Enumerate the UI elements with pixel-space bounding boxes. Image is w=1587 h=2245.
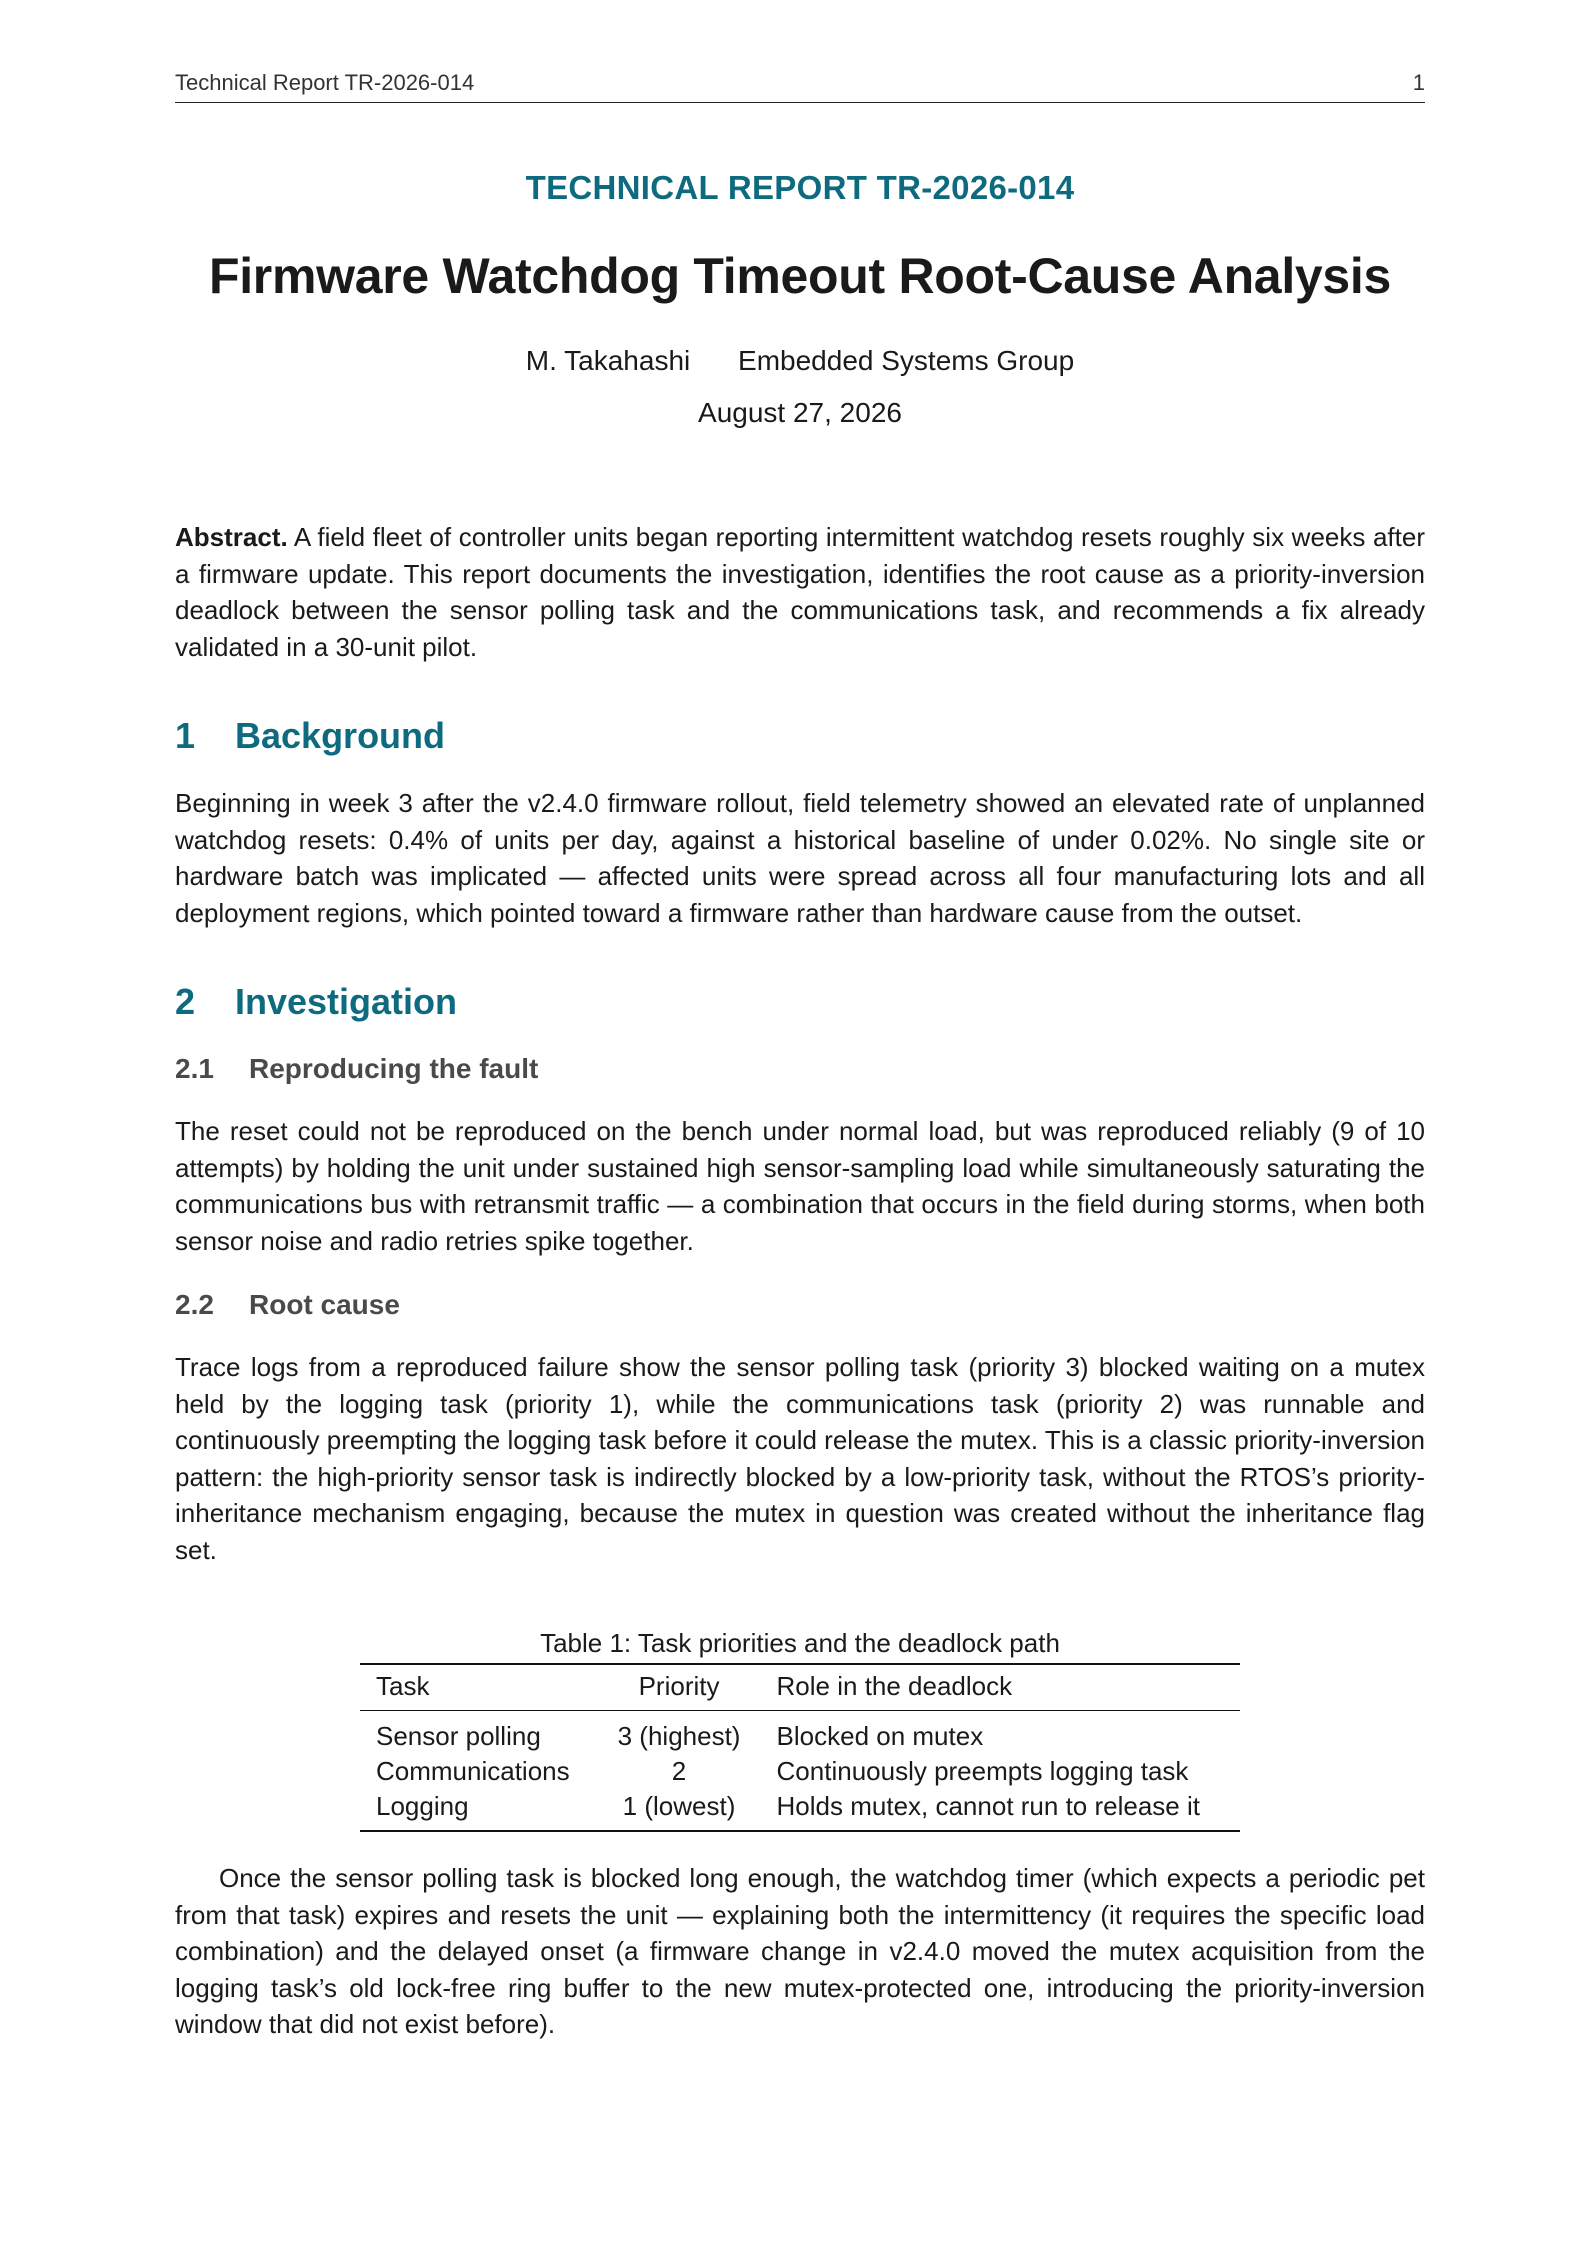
table-row (360, 1711, 1240, 1755)
table-row (360, 1789, 1240, 1831)
subsection-heading-reproducing (175, 1053, 1425, 1085)
background-paragraph: Beginning in week 3 after the v2.4.0 firmware rollout, field telemetry showed an elevated rate of unplanned watchdog resets: 0.4% of units per day, against a historical baseline of under 0.02%. No single site or hardware batch was implicated — affected units were spread across all four manufacturing lots and all deployment regions, which pointed toward a firmware rather than hardware cause from the outset. (175, 788, 1425, 928)
table-row (360, 1754, 1240, 1789)
section-title: Investigation (235, 981, 458, 1022)
author-affiliation: Embedded Systems Group (738, 345, 1075, 376)
task-priority-table (360, 1628, 1240, 1832)
section-number: 2 (175, 981, 196, 1022)
root-cause-paragraph: Trace logs from a reproduced failure show the sensor polling task (priority 3) blocked waiting on a mutex held by the logging task (priority 1), while the communications task (priority 2) was runnable and continuously preempting the logging task before it could release the mutex. This is a classic priority-inversion pattern: the high-priority sensor task is indirectly blocked by a low-priority task, without the RTOS’s priority-inheritance mechanism engaging, because the mutex in question was created without the inheritance flag set. (175, 1352, 1425, 1565)
section-title: Background (235, 715, 446, 756)
table-cell: Sensor polling (376, 1721, 541, 1751)
report-label: TECHNICAL REPORT TR-2026-014 (525, 169, 1075, 206)
page-title: Firmware Watchdog Timeout Root-Cause Analysis (208, 248, 1392, 304)
table-cell: Continuously preempts logging task (776, 1756, 1189, 1786)
running-head-title: Technical Report TR-2026-014 (175, 70, 475, 95)
section-number: 1 (175, 715, 196, 756)
author-line (175, 345, 1425, 377)
subsection-heading-root-cause (175, 1289, 1425, 1321)
table-header-cell: Task (376, 1671, 430, 1701)
author-name: M. Takahashi (525, 345, 691, 376)
report-date: August 27, 2026 (698, 397, 902, 428)
subsection-number: 2.2 (175, 1289, 214, 1320)
table (360, 1663, 1240, 1832)
table-header-cell: Priority (638, 1671, 720, 1701)
abstract-text: A field fleet of controller units began reporting intermittent watchdog resets roughly six weeks after a firmware update. This report documents the investigation, identifies the root cause as a priority-inversion deadlock between the sensor polling task and the communications task, and recommends a fix already validated in a 30-unit pilot. (175, 522, 1425, 662)
table-cell: Blocked on mutex (776, 1721, 984, 1751)
table-cell: Logging (376, 1791, 469, 1821)
followup-paragraph: Once the sensor polling task is blocked long enough, the watchdog timer (which expects a periodic pet from that task) expires and resets the unit — explaining both the intermittency (it requires the specific load combination) and the delayed onset (a firmware change in v2.4.0 moved the mutex acquisition from the logging task’s old lock-free ring buffer to the new mutex-protected one, introducing the priority-inversion window that did not exist before). (175, 1863, 1425, 2039)
table-cell: 3 (highest) (617, 1721, 741, 1751)
table-cell: Holds mutex, cannot run to release it (776, 1791, 1200, 1821)
page-number: 1 (1412, 70, 1425, 95)
running-head (175, 70, 1425, 103)
subsection-number: 2.1 (175, 1053, 214, 1084)
table-cell: 2 (671, 1756, 687, 1786)
table-cell: 1 (lowest) (622, 1791, 736, 1821)
table-caption: Table 1: Task priorities and the deadlock path (540, 1628, 1060, 1658)
table-header-cell: Role in the deadlock (776, 1671, 1013, 1701)
table-header-row (360, 1664, 1240, 1711)
report-page (175, 70, 1425, 2043)
section-heading-background (175, 715, 1425, 757)
reproducing-paragraph: The reset could not be reproduced on the bench under normal load, but was reproduced reliably (9 of 10 attempts) by holding the unit under sustained high sensor-sampling load while simultaneously saturating the communications bus with retransmit traffic — a combination that occurs in the field during storms, when both sensor noise and radio retries spike together. (175, 1116, 1425, 1256)
abstract (175, 519, 1425, 665)
table-cell: Communications (376, 1756, 570, 1786)
subsection-title: Root cause (249, 1289, 400, 1320)
subsection-title: Reproducing the fault (249, 1053, 539, 1084)
abstract-label: Abstract. (175, 522, 288, 552)
section-heading-investigation (175, 981, 1425, 1023)
